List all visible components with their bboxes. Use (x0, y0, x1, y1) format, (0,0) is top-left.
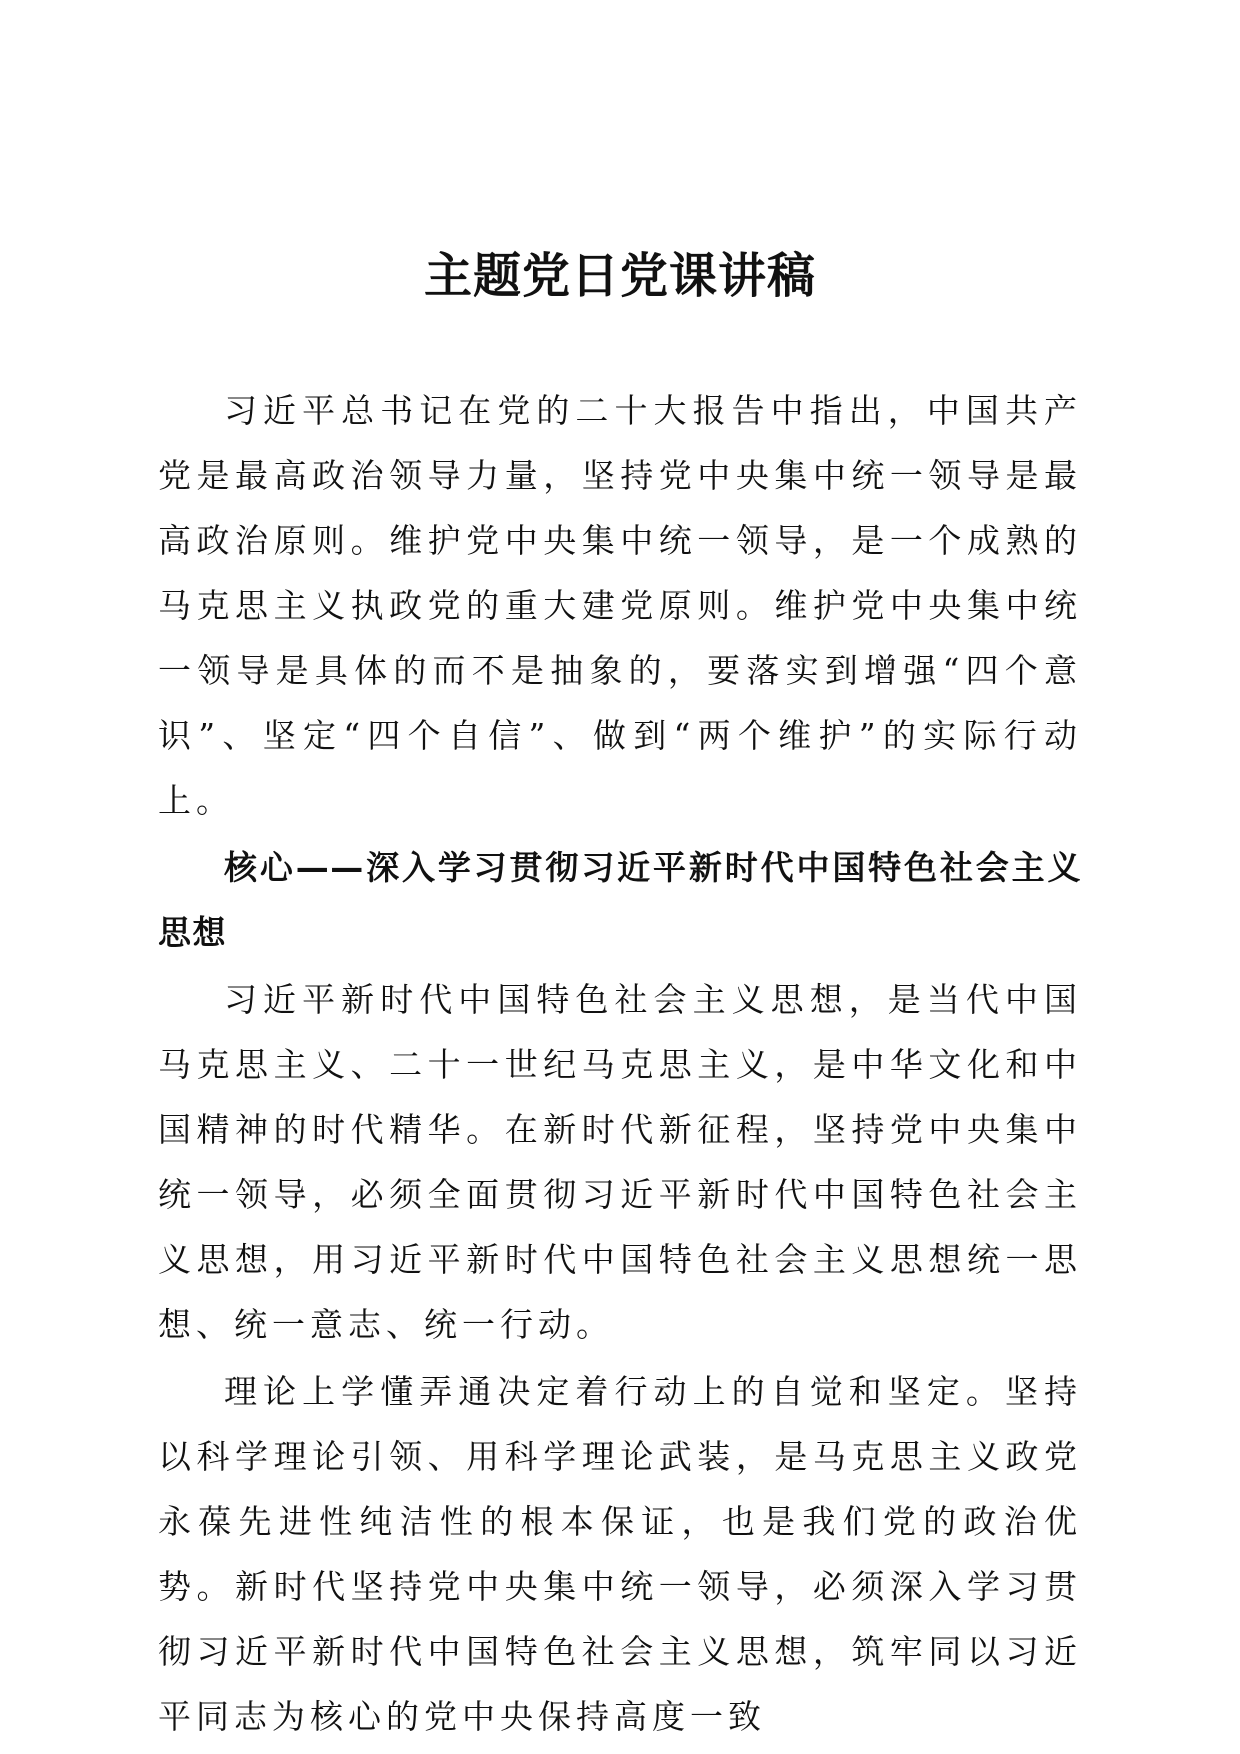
section-heading: 核心——深入学习贯彻习近平新时代中国特色社会主义思想 (158, 848, 1082, 952)
document-body (158, 378, 1082, 1749)
paragraph-theory: 理论上学懂弄通决定着行动上的自觉和坚定。坚持以科学理论引领、用科学理论武装，是马克思主义政党永葆先进性纯洁性的根本保证，也是我们党的政治优势。新时代坚持党中央集中统一领导，必须深入学习贯彻习近平新时代中国特色社会主义思想，筑牢同以习近平同志为核心的党中央保持高度一致 (158, 1372, 1082, 1736)
document-title: 主题党日党课讲稿 (423, 248, 816, 304)
paragraph-thought: 习近平新时代中国特色社会主义思想，是当代中国马克思主义、二十一世纪马克思主义，是中华文化和中国精神的时代精华。在新时代新征程，坚持党中央集中统一领导，必须全面贯彻习近平新时代中国特色社会主义思想，用习近平新时代中国特色社会主义思想统一思想、统一意志、统一行动。 (158, 980, 1082, 1344)
paragraph-intro: 习近平总书记在党的二十大报告中指出，中国共产党是最高政治领导力量，坚持党中央集中统一领导是最高政治原则。维护党中央集中统一领导，是一个成熟的马克思主义执政党的重大建党原则。维护党中央集中统一领导是具体的而不是抽象的，要落实到增强“四个意识”、坚定“四个自信”、做到“两个维护”的实际行动上。 (158, 391, 1082, 820)
